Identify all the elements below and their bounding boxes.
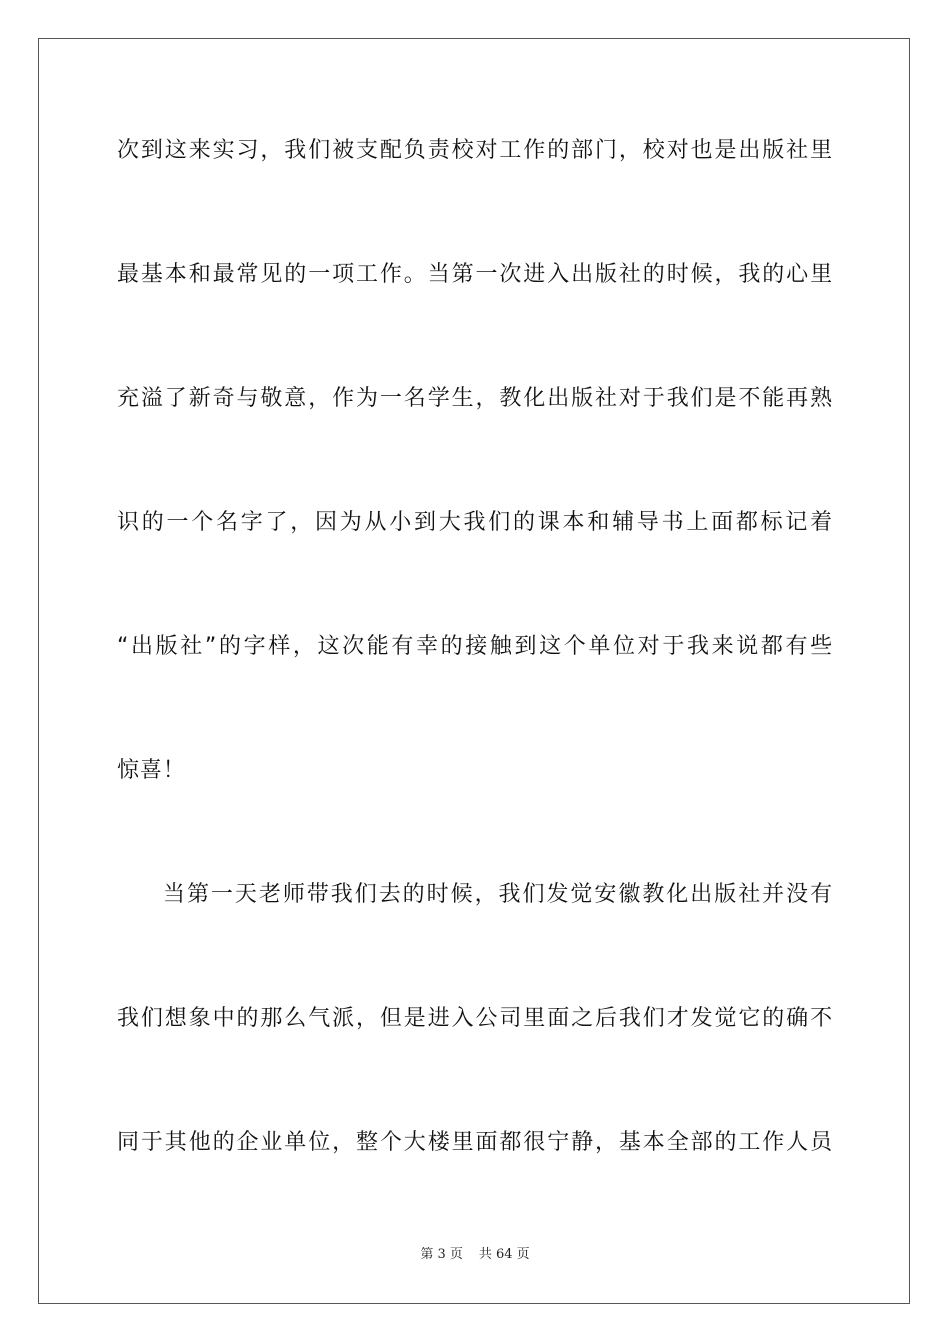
text-line: 我们想象中的那么气派，但是进入公司里面之后我们才发觉它的确不: [117, 1006, 833, 1031]
page-total: 共 64 页: [478, 1247, 530, 1262]
text-line: 最基本和最常见的一项工作。当第一次进入出版社的时候，我的心里: [117, 262, 833, 287]
text-line: 当第一天老师带我们去的时候，我们发觉安徽教化出版社并没有: [163, 882, 833, 907]
text-line: 惊喜！: [117, 758, 186, 783]
text-line: 同于其他的企业单位，整个大楼里面都很宁静，基本全部的工作人员: [117, 1130, 833, 1155]
page-number: 第 3 页: [420, 1247, 463, 1262]
text-line: “出版社”的字样，这次能有幸的接触到这个单位对于我来说都有些: [117, 634, 833, 659]
text-line: 充溢了新奇与敬意，作为一名学生，教化出版社对于我们是不能再熟: [117, 386, 833, 411]
text-line: 次到这来实习，我们被支配负责校对工作的部门，校对也是出版社里: [117, 138, 833, 163]
page-footer: [0, 1246, 950, 1264]
page-border: [38, 38, 910, 1304]
text-line: 识的一个名字了，因为从小到大我们的课本和辅导书上面都标记着: [117, 510, 833, 535]
